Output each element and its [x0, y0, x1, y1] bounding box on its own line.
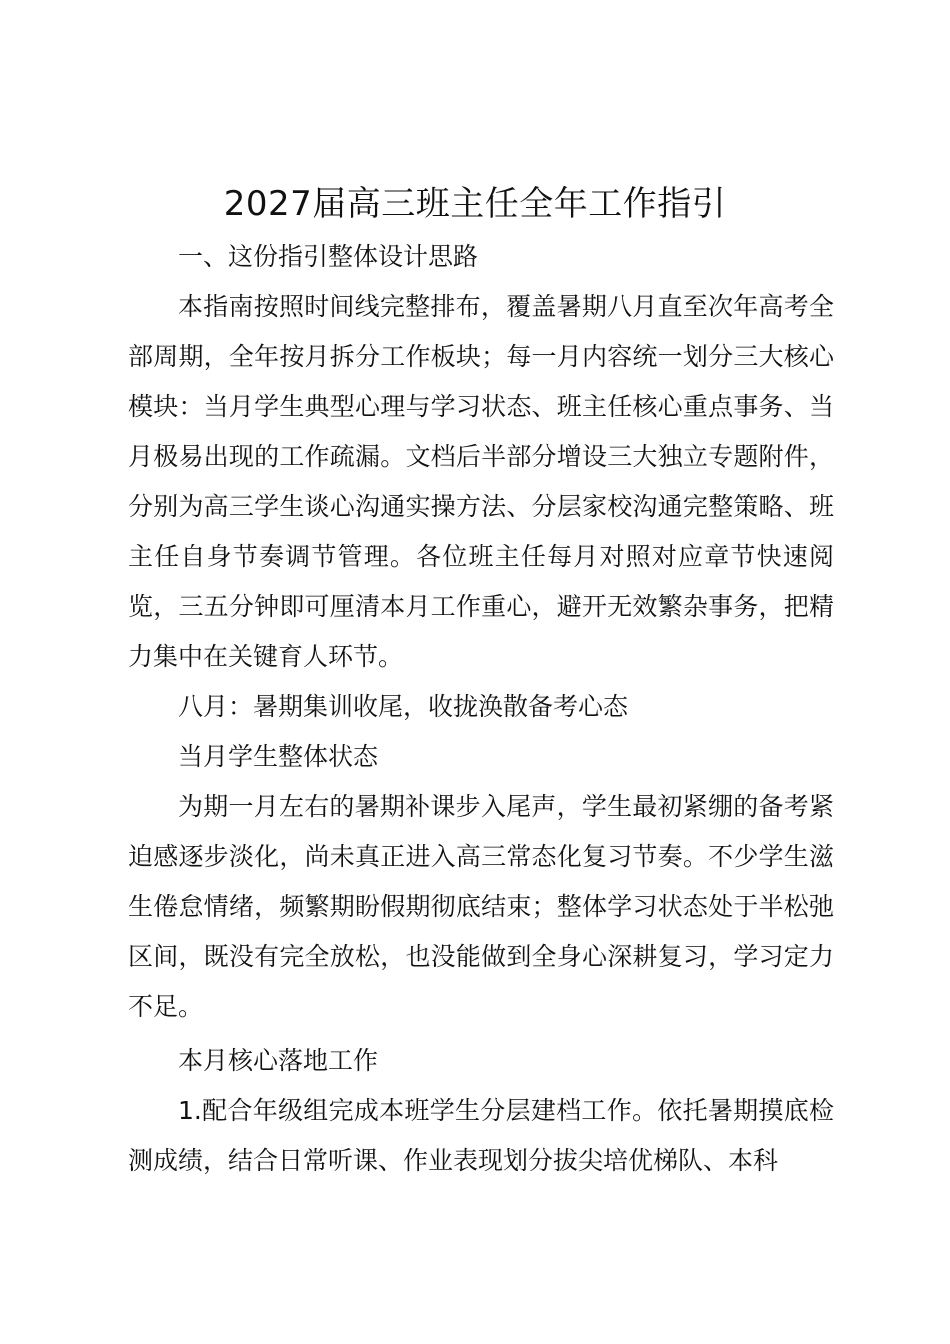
- month-heading: 八月：暑期集训收尾，收拢涣散备考心态: [178, 692, 629, 721]
- document-title: 2027届高三班主任全年工作指引: [223, 184, 727, 224]
- subheading: 当月学生整体状态: [178, 742, 379, 771]
- subheading: 本月核心落地工作: [178, 1046, 379, 1075]
- paragraph: 1.配合年级组完成本班学生分层建档工作。依托暑期摸底检测成绩，结合日常听课、作业表现划分拔尖培优梯队、本科: [128, 1096, 834, 1175]
- paragraph: 为期一月左右的暑期补课步入尾声，学生最初紧绷的备考紧迫感逐步淡化，尚未真正进入高三常态化复习节奏。不少学生滋生倦怠情绪，频繁期盼假期彻底结束；整体学习状态处于半松弛区间，既没有完全放松，也没能做到全身心深耕复习，学习定力不足。: [128, 792, 834, 1021]
- document-body: [128, 232, 834, 1186]
- paragraph: 本指南按照时间线完整排布，覆盖暑期八月直至次年高考全部周期，全年按月拆分工作板块；每一月内容统一划分三大核心模块：当月学生典型心理与学习状态、班主任核心重点事务、当月极易出现的工作疏漏。文档后半部分增设三大独立专题附件，分别为高三学生谈心沟通实操方法、分层家校沟通完整策略、班主任自身节奏调节管理。各位班主任每月对照对应章节快速阅览，三五分钟即可厘清本月工作重心，避开无效繁杂事务，把精力集中在关键育人环节。: [128, 292, 834, 671]
- section-heading: 一、这份指引整体设计思路: [178, 242, 479, 271]
